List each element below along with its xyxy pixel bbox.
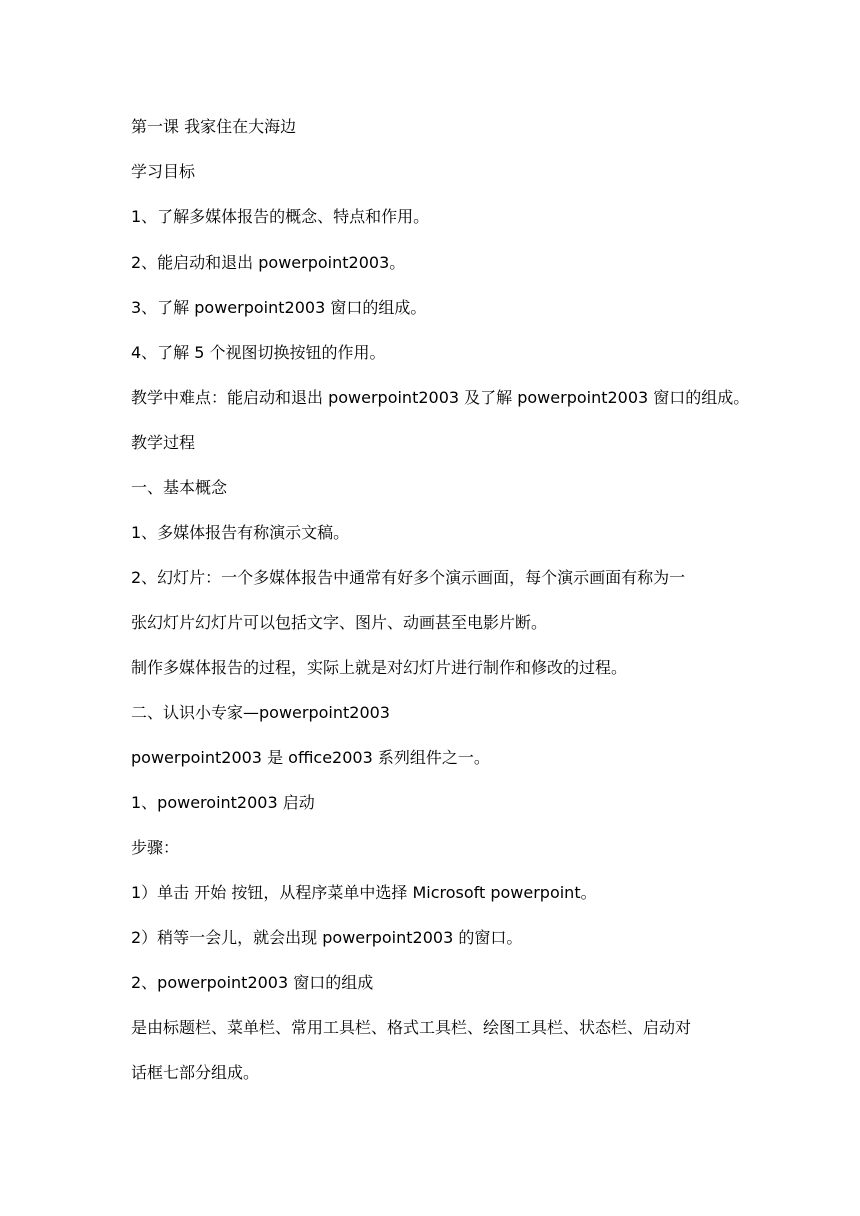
section-heading-teaching-process: 教学过程 bbox=[131, 433, 196, 452]
step-2: 2）稍等一会儿，就会出现 powerpoint2003 的窗口。 bbox=[131, 928, 523, 947]
window-components-line-2: 话框七部分组成。 bbox=[131, 1063, 260, 1082]
goal-2: 2、能启动和退出 powerpoint2003。 bbox=[131, 253, 406, 272]
powerpoint-intro: powerpoint2003 是 office2003 系列组件之一。 bbox=[131, 748, 490, 767]
lesson-title: 第一课 我家住在大海边 bbox=[131, 117, 297, 136]
startup-heading: 1、poweroint2003 启动 bbox=[131, 793, 315, 812]
concept-1: 1、多媒体报告有称演示文稿。 bbox=[131, 523, 350, 542]
step-1: 1）单击 开始 按钮，从程序菜单中选择 Microsoft powerpoint。 bbox=[131, 883, 597, 902]
section-heading-learning-goals: 学习目标 bbox=[131, 162, 196, 181]
concept-summary: 制作多媒体报告的过程，实际上就是对幻灯片进行制作和修改的过程。 bbox=[131, 658, 628, 677]
steps-label: 步骤： bbox=[131, 838, 180, 857]
concept-2-line-1: 2、幻灯片：一个多媒体报告中通常有好多个演示画面，每个演示画面有称为一 bbox=[131, 568, 686, 587]
subheading-basic-concepts: 一、基本概念 bbox=[131, 478, 228, 497]
goal-3: 3、了解 powerpoint2003 窗口的组成。 bbox=[131, 298, 427, 317]
key-difficulties: 教学中难点：能启动和退出 powerpoint2003 及了解 powerpoint2003 窗口的组成。 bbox=[131, 388, 750, 407]
window-components-line-1: 是由标题栏、菜单栏、常用工具栏、格式工具栏、绘图工具栏、状态栏、启动对 bbox=[131, 1018, 692, 1037]
goal-1: 1、了解多媒体报告的概念、特点和作用。 bbox=[131, 207, 430, 226]
concept-2-line-2: 张幻灯片幻灯片可以包括文字、图片、动画甚至电影片断。 bbox=[131, 613, 548, 632]
subheading-powerpoint: 二、认识小专家—powerpoint2003 bbox=[131, 703, 390, 722]
window-components-heading: 2、powerpoint2003 窗口的组成 bbox=[131, 973, 374, 992]
goal-4: 4、了解 5 个视图切换按钮的作用。 bbox=[131, 343, 386, 362]
